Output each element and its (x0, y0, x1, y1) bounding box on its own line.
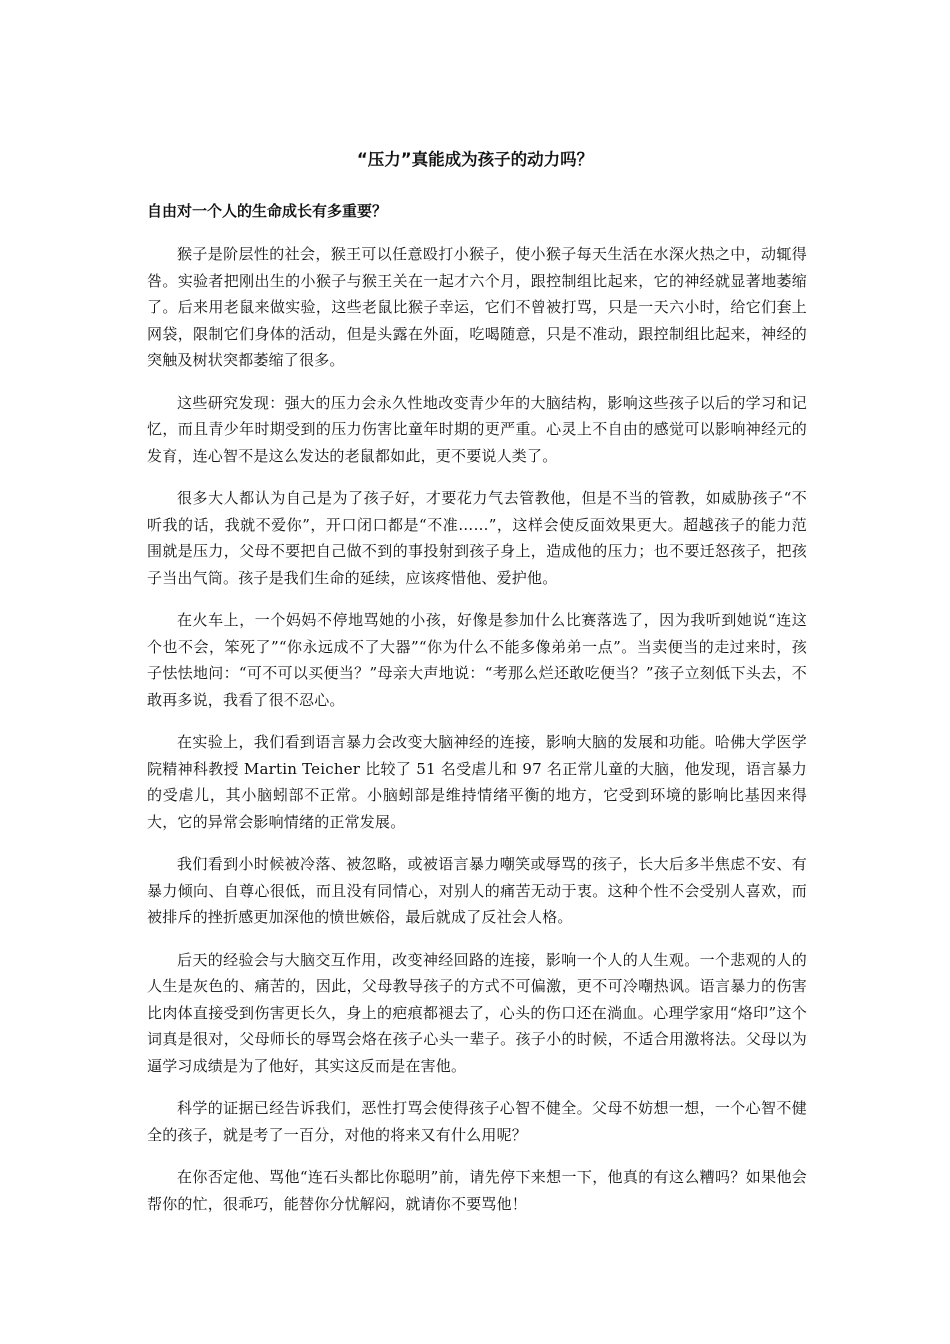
paragraph-3: 很多大人都认为自己是为了孩子好，才要花力气去管教他，但是不当的管教，如威胁孩子“不听我的话，我就不爱你”，开口闭口都是“不准……”，这样会使反面效果更大。超越孩子的能力范围就是压力，父母不要把自己做不到的事投射到孩子身上，造成他的压力；也不要迁怒孩子，把孩子当出气筒。孩子是我们生命的延续，应该疼惜他、爱护他。 (147, 489, 807, 587)
document-title: “压力”真能成为孩子的动力吗？ (356, 150, 594, 169)
paragraph-7: 后天的经验会与大脑交互作用，改变神经回路的连接，影响一个人的人生观。一个悲观的人的人生是灰色的、痛苦的，因此，父母教导孩子的方式不可偏激，更不可冷嘲热讽。语言暴力的伤害比肉体直接受到伤害更长久，身上的疤痕都褪去了，心头的伤口还在淌血。心理学家用“烙印”这个词真是很对，父母师长的辱骂会烙在孩子心头一辈子。孩子小的时候，不适合用激将法。父母以为逼学习成绩是为了他好，其实这反而是在害他。 (147, 950, 807, 1075)
section-heading: 自由对一个人的生命成长有多重要？ (147, 202, 388, 220)
paragraph-2: 这些研究发现：强大的压力会永久性地改变青少年的大脑结构，影响这些孩子以后的学习和记忆，而且青少年时期受到的压力伤害比童年时期的更严重。心灵上不自由的感觉可以影响神经元的发育，连心智不是这么发达的老鼠都如此，更不要说人类了。 (147, 393, 807, 465)
paragraph-9: 在你否定他、骂他“连石头都比你聪明”前，请先停下来想一下，他真的有这么糟吗？如果他会帮你的忙，很乖巧，能替你分忧解闷，就请你不要骂他！ (147, 1168, 807, 1213)
paragraph-8: 科学的证据已经告诉我们，恶性打骂会使得孩子心智不健全。父母不妨想一想，一个心智不健全的孩子，就是考了一百分，对他的将来又有什么用呢？ (147, 1099, 807, 1144)
paragraph-4: 在火车上，一个妈妈不停地骂她的小孩，好像是参加什么比赛落选了，因为我听到她说“连这个也不会，笨死了”“你永远成不了大器”“你为什么不能多像弟弟一点”。当卖便当的走过来时，孩子怯怯地问：“可不可以买便当？”母亲大声地说：“考那么烂还敢吃便当？”孩子立刻低下头去，不敢再多说，我看了很不忍心。 (147, 611, 807, 709)
document-body (147, 241, 807, 1233)
paragraph-1: 猴子是阶层性的社会，猴王可以任意殴打小猴子，使小猴子每天生活在水深火热之中，动辄得咎。实验者把刚出生的小猴子与猴王关在一起才六个月，跟控制组比起来，它的神经就显著地萎缩了。后来用老鼠来做实验，这些老鼠比猴子幸运，它们不曾被打骂，只是一天六小时，给它们套上网袋，限制它们身体的活动，但是头露在外面，吃喝随意，只是不准动，跟控制组比起来，神经的突触及树状突都萎缩了很多。 (147, 245, 807, 369)
paragraph-5: 在实验上，我们看到语言暴力会改变大脑神经的连接，影响大脑的发展和功能。哈佛大学医学院精神科教授 Martin Teicher 比较了 51 名受虐儿和 97 名正常儿童的大脑，他发现，语言暴力的受虐儿，其小脑蚓部不正常。小脑蚓部是维持情绪平衡的地方，它受到环境的影响比基因来得大，它的异常会影响情绪的正常发展。 (147, 733, 807, 831)
paragraph-6: 我们看到小时候被冷落、被忽略，或被语言暴力嘲笑或辱骂的孩子，长大后多半焦虑不安、有暴力倾向、自尊心很低，而且没有同情心，对别人的痛苦无动于衷。这种个性不会受别人喜欢，而被排斥的挫折感更加深他的愤世嫉俗，最后就成了反社会人格。 (147, 855, 807, 926)
